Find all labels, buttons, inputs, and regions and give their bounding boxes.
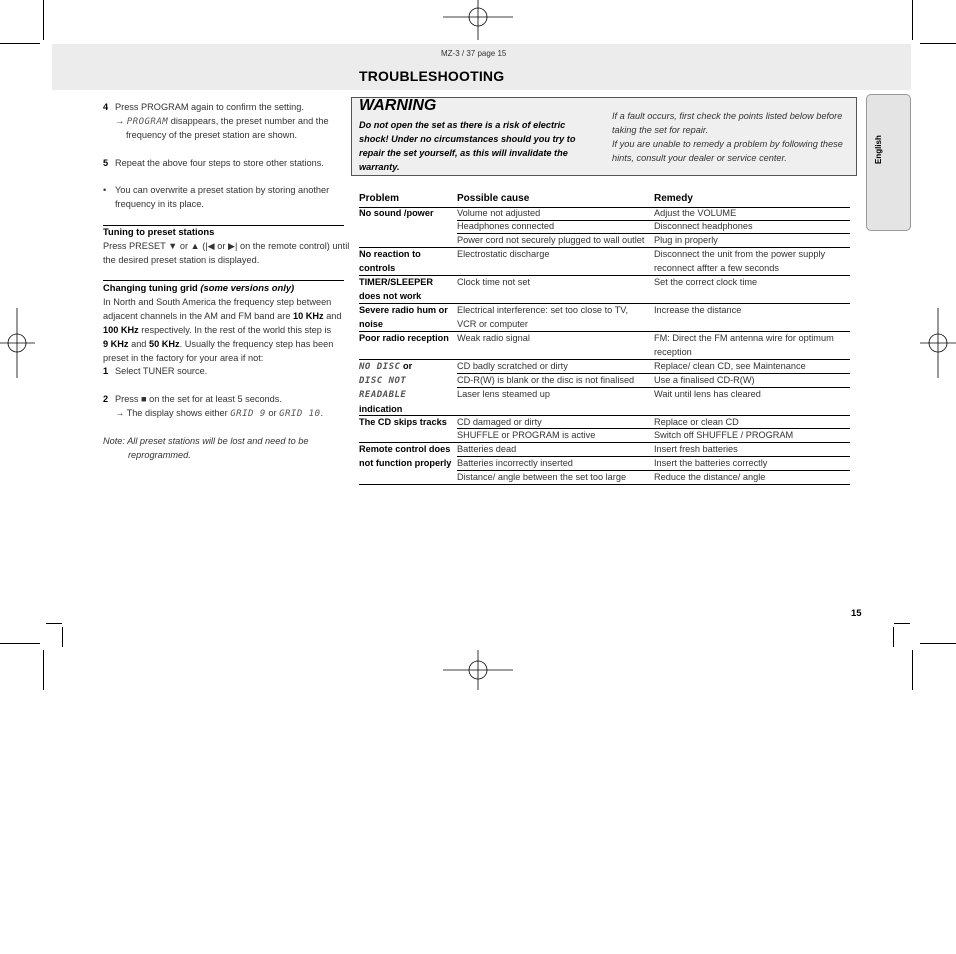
page-title: TROUBLESHOOTING [359, 68, 505, 84]
step-5-number: 5 [103, 158, 109, 168]
table-row-remedy: Replace or clean CD [654, 417, 739, 427]
grid-step2-result: → The display shows either GRID 9 or GRID 10. [115, 408, 324, 419]
step-4-line3: frequency of the preset station are shown. [126, 130, 298, 140]
grid-line1: In North and South America the frequency step between [103, 297, 332, 307]
note-line1: Note: All preset stations will be lost and need to be [103, 436, 309, 446]
problem-poor-reception: Poor radio reception [359, 333, 449, 343]
table-row-cause: Batteries dead [457, 444, 517, 454]
tuning-rule [103, 225, 344, 226]
fault-instructions: If a fault occurs, first check the points listed below before taking the set for repair. If you are unable to remedy a problem by following these hints, consult your dealer or service center. [612, 111, 843, 163]
row-rule [359, 415, 850, 416]
problem-radio-hum: Severe radio hum or noise [359, 305, 448, 329]
bullet-line1: You can overwrite a preset station by storing another [115, 185, 330, 195]
table-row-cause: Batteries incorrectly inserted [457, 458, 573, 468]
table-row-cause: Power cord not securely plugged to wall outlet [457, 235, 645, 245]
row-rule [359, 275, 850, 276]
table-row-remedy: Wait until lens has cleared [654, 389, 761, 399]
table-row-cause: CD badly scratched or dirty [457, 361, 568, 371]
table-row-cause: Electrostatic discharge [457, 249, 550, 259]
table-row-remedy: Disconnect headphones [654, 221, 753, 231]
lcd-program: PROGRAM [126, 117, 169, 127]
grid-heading: Changing tuning grid (some versions only) [103, 282, 295, 293]
grid-rule [103, 280, 344, 281]
bullet-mark: • [103, 185, 107, 195]
note-line2: reprogrammed. [128, 450, 191, 460]
page-number: 15 [851, 608, 862, 619]
problem-timer: TIMER/SLEEPER does not work [359, 277, 434, 301]
table-row-remedy: Set the correct clock time [654, 277, 758, 287]
problem-no-sound: No sound /power [359, 208, 434, 218]
table-row-remedy: Use a finalised CD-R(W) [654, 375, 755, 385]
row-rule [359, 442, 850, 443]
tuning-line1: Press PRESET ▼ or ▲ (|◀ or ▶| on the remote control) until [103, 241, 350, 251]
problem-no-reaction: No reaction to controls [359, 249, 421, 273]
step-4-text: Press PROGRAM again to confirm the setting. [115, 102, 304, 112]
tuning-heading: Tuning to preset stations [103, 226, 215, 237]
table-row-remedy: Adjust the VOLUME [654, 208, 737, 218]
column-header-problem: Problem [359, 193, 400, 204]
step-5-text: Repeat the above four steps to store other stations. [115, 158, 324, 168]
grid-line3: 100 KHz respectively. In the rest of the world this step is [103, 325, 332, 335]
grid-step1-text: Select TUNER source. [115, 366, 208, 376]
table-row-cause: Headphones connected [457, 221, 555, 231]
table-row-remedy: Plug in properly [654, 235, 718, 245]
table-row-cause: CD-R(W) is blank or the disc is not finalised [457, 375, 635, 385]
bullet-line2: frequency in its place. [115, 199, 204, 209]
table-row-cause: CD damaged or dirty [457, 417, 542, 427]
table-row-remedy: Switch off SHUFFLE / PROGRAM [654, 430, 794, 440]
lcd-grid-9: GRID 9 [230, 409, 266, 419]
grid-line2: adjacent channels in the AM and FM band are 10 KHz and [103, 311, 342, 321]
step-4-number: 4 [103, 102, 109, 112]
table-row-remedy: Increase the distance [654, 305, 742, 315]
table-row-cause: Distance/ angle between the set too large [457, 472, 627, 482]
table-row-remedy: Insert fresh batteries [654, 444, 738, 454]
page-reference: MZ-3 / 37 page 15 [441, 49, 507, 58]
table-bottom-rule [359, 484, 850, 485]
warning-title: WARNING [359, 97, 437, 114]
grid-step2-text: Press ■ on the set for at least 5 seconds. [115, 394, 282, 404]
grid-step1-number: 1 [103, 366, 109, 376]
table-row-remedy: Reduce the distance/ angle [654, 472, 766, 482]
language-tab [866, 94, 911, 231]
table-row-remedy: Replace/ clean CD, see Maintenance [654, 361, 806, 371]
problem-cd-skips: The CD skips tracks [359, 417, 447, 427]
lcd-grid-10: GRID 10 [279, 409, 321, 419]
table-row-cause: SHUFFLE or PROGRAM is active [457, 430, 596, 440]
grid-step2-number: 2 [103, 394, 109, 404]
tuning-line2: the desired preset station is displayed. [103, 255, 260, 265]
table-row-remedy: Insert the batteries correctly [654, 458, 768, 468]
problem-remote: Remote control does not function properly [359, 444, 452, 468]
table-row-cause: Volume not adjusted [457, 208, 541, 218]
language-tab-label: English [874, 135, 883, 164]
step-4-result: → PROGRAM disappears, the preset number and the [115, 116, 329, 127]
problem-no-disc: NO DISC or DISC NOT READABLE indication [359, 361, 413, 414]
warning-text: Do not open the set as there is a risk of electric shock! Under no circumstances should you try to repair the set yourself, as this will invalidate the warranty. [359, 120, 576, 172]
table-row-cause: Laser lens steamed up [457, 389, 550, 399]
table-row-remedy: FM: Direct the FM antenna wire for optimum reception [654, 333, 834, 357]
grid-line4: 9 KHz and 50 KHz. Usually the frequency step has been [103, 339, 334, 349]
table-row-cause: Clock time not set [457, 277, 531, 287]
grid-line5: preset in the factory for your area if not: [103, 353, 264, 363]
table-row-remedy: Disconnect the unit from the power supply reconnect affter a few seconds [654, 249, 826, 273]
table-row-cause: Weak radio signal [457, 333, 530, 343]
column-header-remedy: Remedy [654, 193, 693, 204]
table-row-cause: Electrical interference: set too close to TV, VCR or computer [457, 305, 629, 329]
column-header-cause: Possible cause [457, 193, 530, 204]
